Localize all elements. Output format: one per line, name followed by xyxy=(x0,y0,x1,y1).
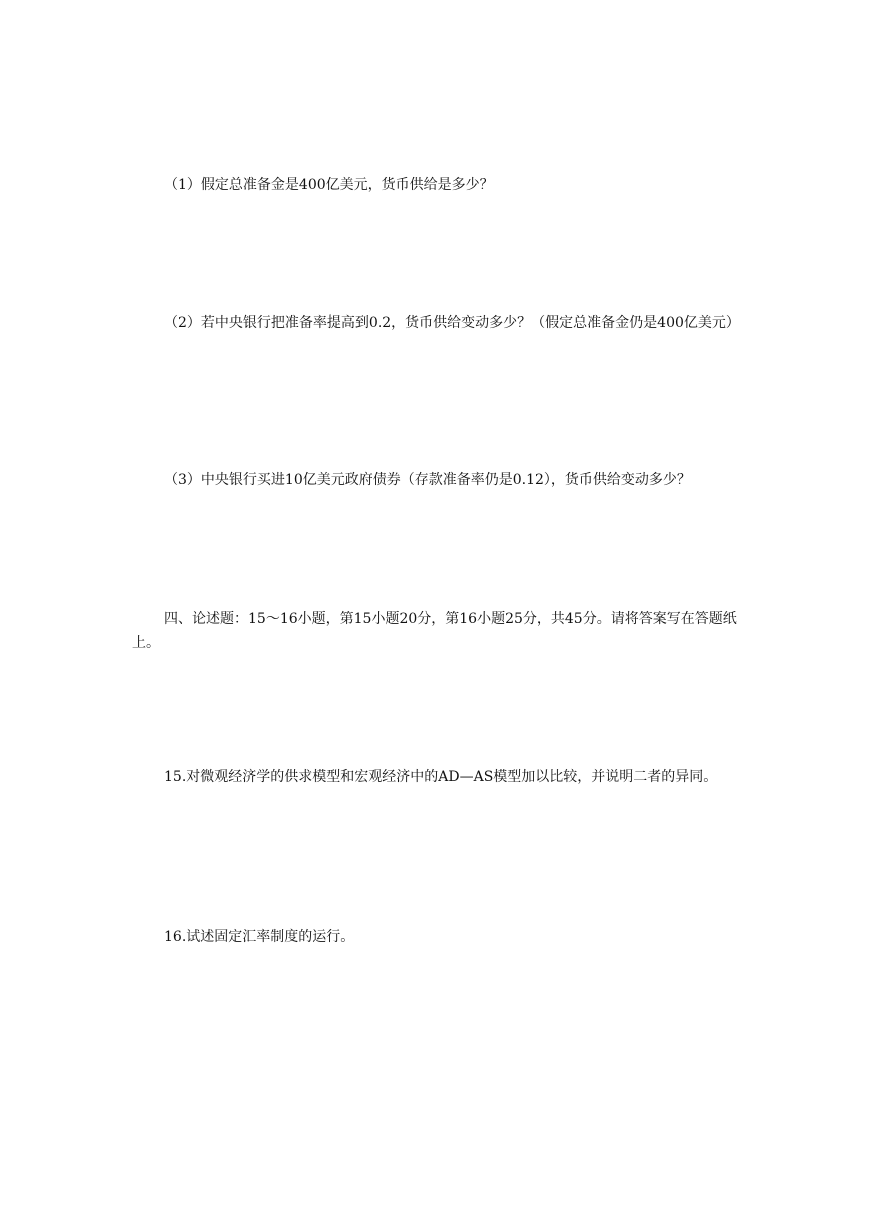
question-3-bond-purchase: （3）中央银行买进10亿美元政府债券（存款准备率仍是0.12），货币供给变动多少？ xyxy=(164,472,691,488)
question-2-reserve-ratio-change: （2）若中央银行把准备率提高到0.2，货币供给变动多少？（假定总准备金仍是400亿美元） xyxy=(164,315,740,331)
question-1-reserve-money-supply: （1）假定总准备金是400亿美元，货币供给是多少？ xyxy=(164,177,494,193)
question-16-fixed-exchange-rate: 16.试述固定汇率制度的运行。 xyxy=(164,929,355,945)
question-15-ad-as-comparison: 15.对微观经济学的供求模型和宏观经济中的AD—AS模型加以比较，并说明二者的异同。 xyxy=(164,769,718,785)
section-4-essay-instructions: 四、论述题：15～16小题，第15小题20分，第16小题25分，共45分。请将答案写在答题纸上。 xyxy=(132,611,737,651)
